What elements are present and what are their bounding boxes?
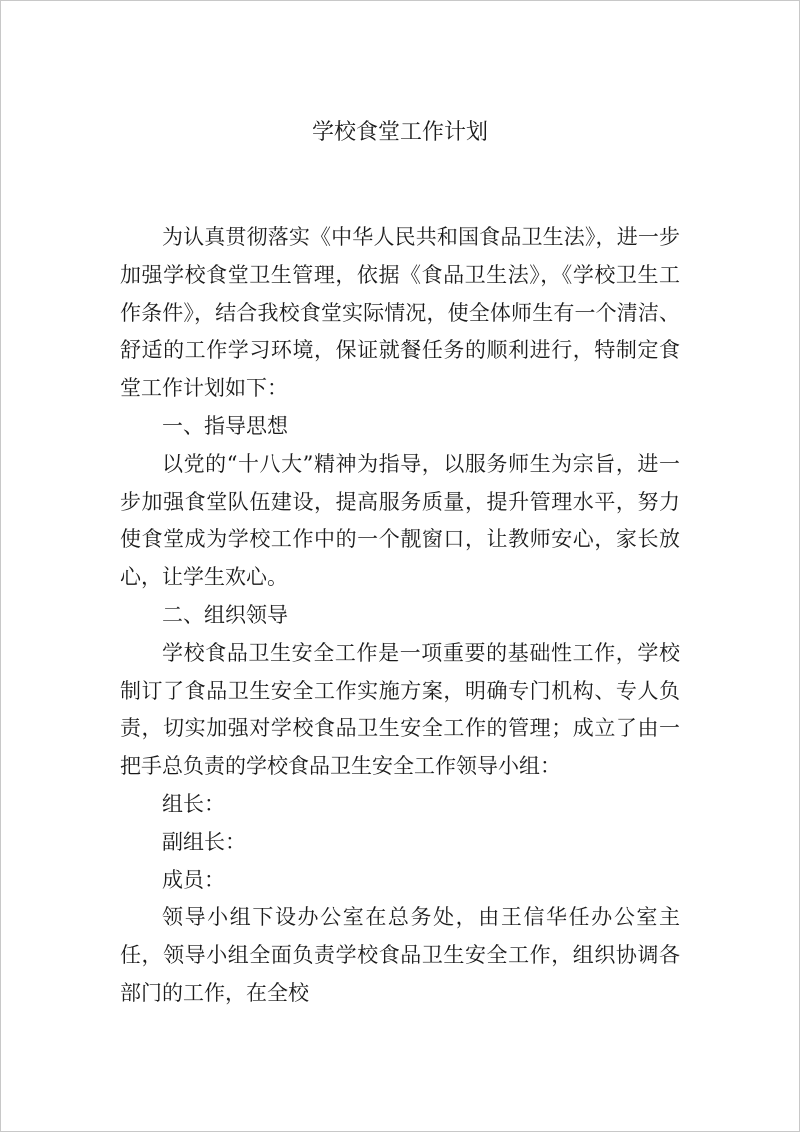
document-title: 学校食堂工作计划 xyxy=(311,120,488,145)
deputy-leader-line: 副组长： xyxy=(162,829,246,854)
section-heading-organization: 二、组织领导 xyxy=(162,602,288,627)
members-line: 成员： xyxy=(162,867,225,892)
guiding-ideology-paragraph: 以党的“十八大”精神为指导，以服务师生为宗旨，进一步加强食堂队伍建设，提高服务质量，提升管理水平，努力使食堂成为学校工作中的一个靓窗口，让教师安心，家长放心，让学生欢心。 xyxy=(120,451,680,590)
organization-paragraph: 学校食品卫生安全工作是一项重要的基础性工作，学校制订了食品卫生安全工作实施方案，明确专门机构、专人负责，切实加强对学校食品卫生安全工作的管理；成立了由一把手总负责的学校食品卫生安全工作领导小组： xyxy=(120,640,680,779)
section-heading-guiding-ideology: 一、指导思想 xyxy=(162,413,288,438)
intro-paragraph: 为认真贯彻落实《中华人民共和国食品卫生法》，进一步加强学校食堂卫生管理，依据《食品卫生法》，《学校卫生工作条件》，结合我校食堂实际情况，使全体师生有一个清洁、舒适的工作学习环境，保证就餐任务的顺利进行，特制定食堂工作计划如下： xyxy=(120,225,680,401)
team-leader-line: 组长： xyxy=(162,791,225,816)
document-body xyxy=(120,219,680,1013)
office-paragraph: 领导小组下设办公室在总务处，由王信华任办公室主任，领导小组全面负责学校食品卫生安全工作，组织协调各部门的工作，在全校 xyxy=(120,905,680,1005)
